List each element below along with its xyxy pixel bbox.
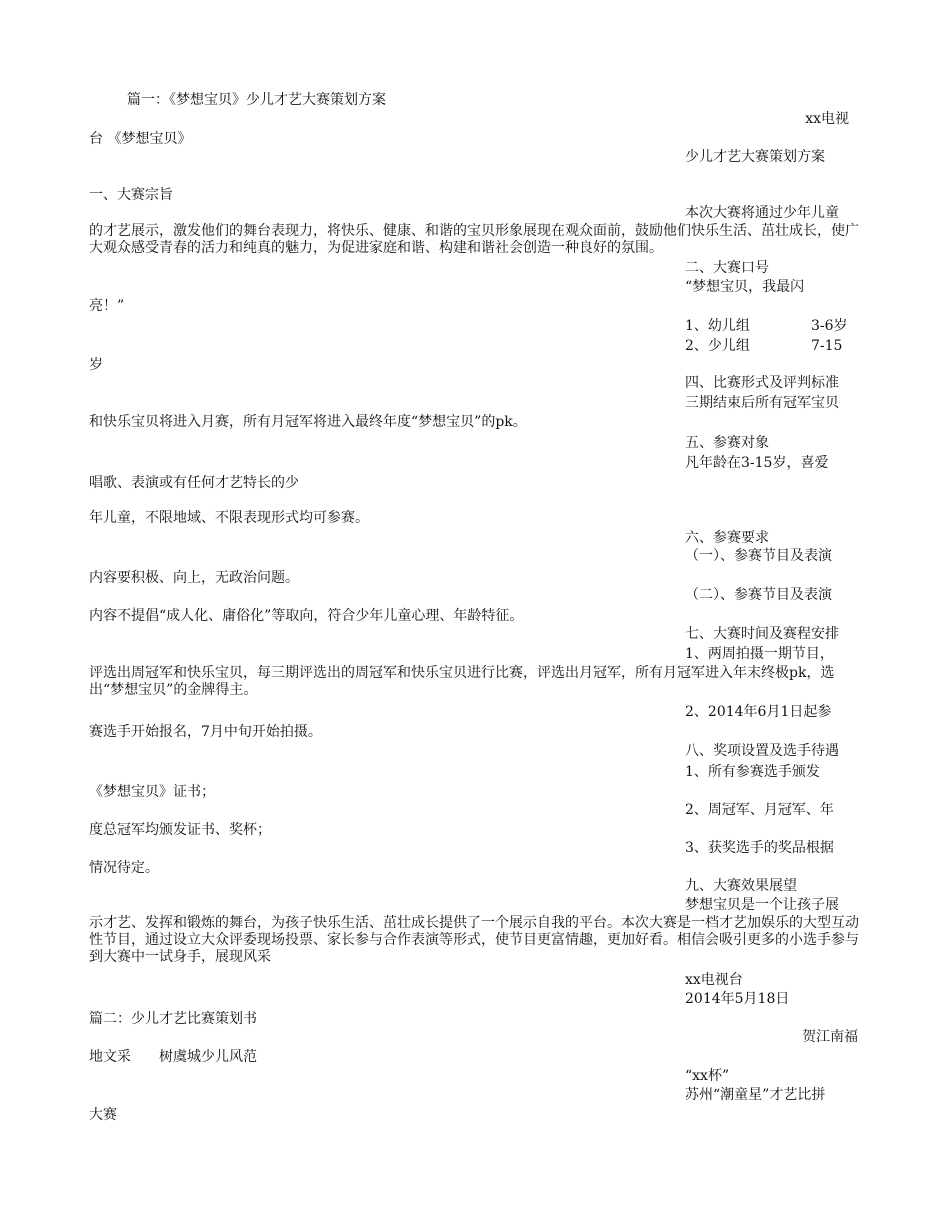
text-line: 少儿才艺大赛策划方案 — [685, 149, 825, 165]
text-line: 2、周冠军、月冠军、年 — [685, 802, 834, 818]
text-line: 岁 — [89, 357, 103, 373]
paragraph: 示才艺、发挥和锻炼的舞台，为孩子快乐生活、茁壮成长提供了一个展示自我的平台。本次大赛是一档才艺加娱乐的大型互动性节目，通过设立大众评委现场投票、家长参与合作表演等形式，使节目更富情趣，更加好看。相信会吸引更多的小选手参与到大赛中一试身手，展现风采 — [89, 915, 859, 965]
section-heading: 二、大赛口号 — [685, 260, 769, 276]
text-line: （二）、参赛节目及表演 — [685, 587, 832, 603]
text-line: 三期结束后所有冠军宝贝 — [685, 395, 839, 411]
text-line: 1、所有参赛选手颁发 — [685, 764, 820, 780]
text-line: 情况待定。 — [89, 860, 159, 876]
text-line: 唱歌、表演或有任何才艺特长的少 — [89, 475, 299, 491]
text-line: 台 《梦想宝贝》 — [89, 131, 192, 147]
text-line: 地文采 树虞城少儿风范 — [89, 1049, 257, 1065]
text-line: 梦想宝贝是一个让孩子展 — [685, 897, 839, 913]
text-line: 1、幼儿组 — [685, 318, 750, 334]
text-line: xx电视 — [805, 111, 849, 127]
text-line: 2、2014年6月1日起参 — [685, 704, 832, 720]
article-one-title: 篇一：《梦想宝贝》少儿才艺大赛策划方案 — [127, 92, 386, 108]
text-line: 《梦想宝贝》证书； — [89, 784, 215, 800]
text-line: 2、少儿组 — [685, 338, 750, 354]
text-line: 7-15 — [811, 338, 843, 354]
text-line: 本次大赛将通过少年儿童 — [685, 205, 839, 221]
text-line: 苏州“潮童星”才艺比拼 — [685, 1087, 826, 1103]
signature-org: xx电视台 — [685, 972, 743, 988]
section-heading: 一、大赛宗旨 — [89, 187, 173, 203]
text-line: 凡年龄在3-15岁，喜爱 — [685, 455, 829, 471]
text-line: 亮！” — [89, 298, 125, 314]
section-heading: 六、参赛要求 — [685, 530, 769, 546]
text-line: “xx杯” — [685, 1068, 730, 1084]
text-line: 1、两周拍摄一期节目， — [685, 646, 834, 662]
text-line: 贺江南福 — [802, 1029, 858, 1045]
article-two-title: 篇二：少儿才艺比赛策划书 — [89, 1011, 257, 1027]
paragraph: 评选出周冠军和快乐宝贝，每三期评选出的周冠军和快乐宝贝进行比赛，评选出月冠军，所有月冠军进入年末终极pk，选出“梦想宝贝”的金牌得主。 — [89, 665, 835, 698]
text-line: 赛选手开始报名，7月中旬开始拍摄。 — [89, 724, 322, 740]
section-heading: 四、比赛形式及评判标准 — [685, 375, 839, 391]
text-line: “梦想宝贝，我最闪 — [685, 279, 805, 295]
text-line: 度总冠军均颁发证书、奖杯； — [89, 822, 271, 838]
section-heading: 七、大赛时间及赛程安排 — [685, 626, 839, 642]
text-line: 内容要积极、向上，无政治问题。 — [89, 570, 299, 586]
text-line: 3-6岁 — [811, 318, 848, 334]
text-line: 年儿童，不限地域、不限表现形式均可参赛。 — [89, 510, 369, 526]
text-line: 大赛 — [89, 1107, 117, 1123]
signature-date: 2014年5月18日 — [685, 991, 790, 1007]
text-line: 3、获奖选手的奖品根据 — [685, 840, 834, 856]
section-heading: 九、大赛效果展望 — [685, 878, 797, 894]
section-heading: 五、参赛对象 — [685, 435, 769, 451]
text-line: 内容不提倡“成人化、庸俗化”等取向，符合少年儿童心理、年龄特征。 — [89, 608, 524, 624]
paragraph: 的才艺展示，激发他们的舞台表现力，将快乐、健康、和谐的宝贝形象展现在观众面前，鼓励他们快乐生活、茁壮成长，使广大观众感受青春的活力和纯真的魅力，为促进家庭和谐、构建和谐社会创造一种良好的氛围。 — [89, 223, 859, 256]
text-line: （一）、参赛节目及表演 — [685, 548, 832, 564]
section-heading: 八、奖项设置及选手待遇 — [685, 743, 839, 759]
text-line: 和快乐宝贝将进入月赛，所有月冠军将进入最终年度“梦想宝贝”的pk。 — [89, 414, 527, 430]
